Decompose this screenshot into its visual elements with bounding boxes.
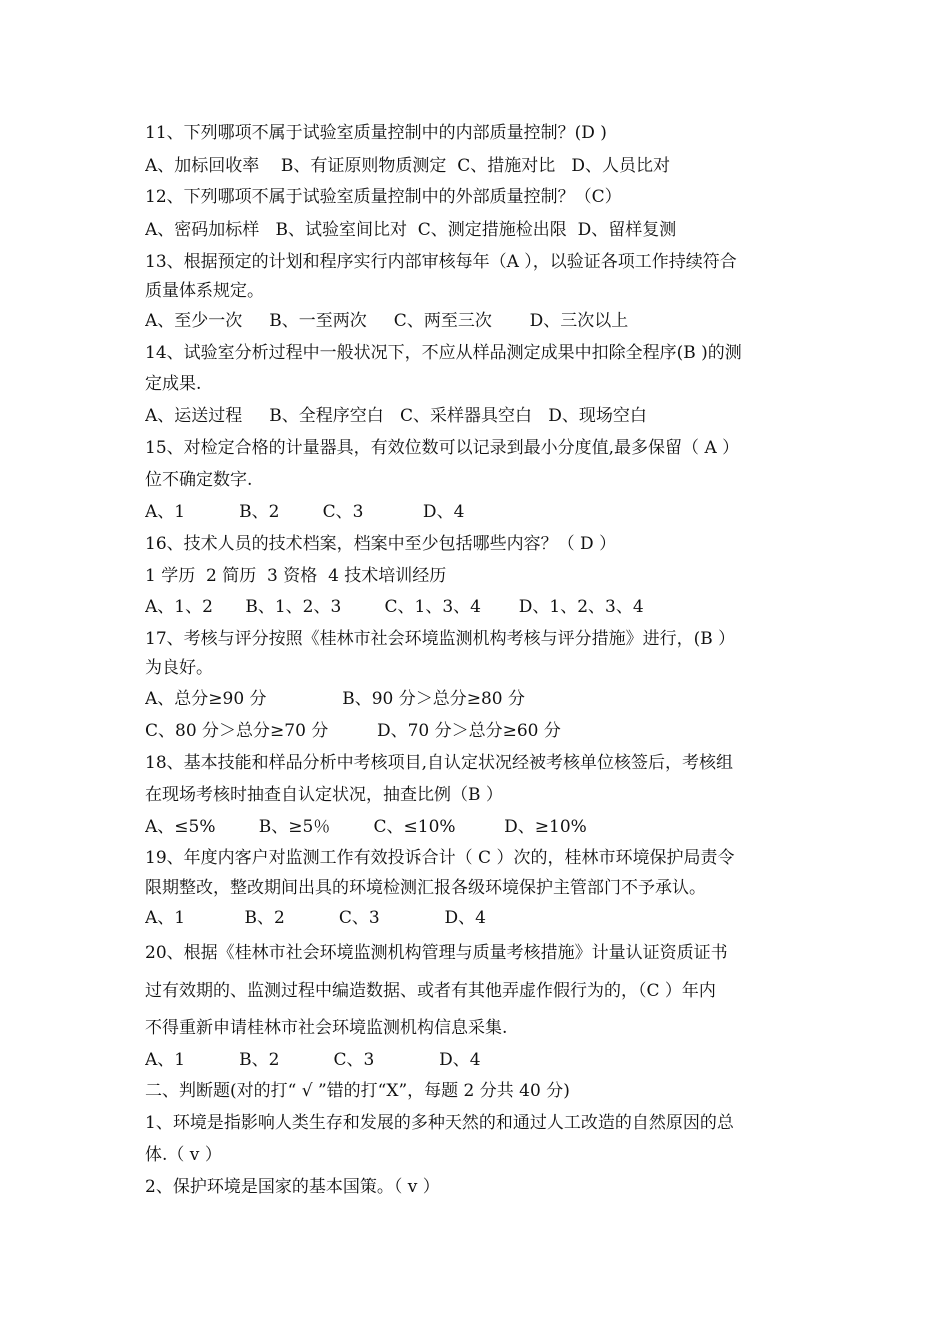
text-line: A、至少一次 B、一至两次 C、两至三次 D、三次以上 [145, 311, 629, 331]
text-line: A、加标回收率 B、有证原则物质测定 C、措施对比 D、人员比对 [145, 156, 671, 176]
text-line: 限期整改，整改期间出具的环境检测汇报各级环境保护主管部门不予承认。 [145, 878, 706, 898]
text-line: 16、技术人员的技术档案，档案中至少包括哪些内容？（ D ） [145, 534, 617, 554]
text-line: 11、下列哪项不属于试验室质量控制中的内部质量控制？(D ) [145, 123, 607, 143]
text-line: 定成果. [145, 374, 202, 394]
text-line: 15、对检定合格的计量器具，有效位数可以记录到最小分度值,最多保留（ A ） [145, 438, 740, 458]
text-line: 不得重新申请桂林市社会环境监测机构信息采集. [145, 1018, 508, 1038]
text-line: A、1 B、2 C、3 D、4 [145, 502, 465, 522]
text-line: 20、根据《桂林市社会环境监测机构管理与质量考核措施》计量认证资质证书 [145, 943, 728, 963]
text-line: A、运送过程 B、全程序空白 C、采样器具空白 D、现场空白 [145, 406, 647, 426]
text-line: A、1 B、2 C、3 D、4 [145, 908, 486, 928]
text-line: 1、环境是指影响人类生存和发展的多种天然的和通过人工改造的自然原因的总 [145, 1113, 734, 1133]
text-line: 12、下列哪项不属于试验室质量控制中的外部质量控制？（C） [145, 187, 622, 207]
text-line: A、总分≥90 分 B、90 分＞总分≥80 分 [145, 689, 526, 709]
text-line: 18、基本技能和样品分析中考核项目,自认定状况经被考核单位核签后，考核组 [145, 753, 734, 773]
text-line: A、密码加标样 B、试验室间比对 C、测定措施检出限 D、留样复测 [145, 220, 677, 240]
text-line: A、≤5% B、≥5％ C、≤10% D、≥10% [145, 817, 587, 837]
text-line: 为良好。 [145, 658, 213, 678]
text-line: 17、考核与评分按照《桂林市社会环境监测机构考核与评分措施》进行，(B ） [145, 629, 736, 649]
text-line: 二、判断题(对的打“ √ ”错的打“X”，每题 2 分共 40 分) [145, 1081, 570, 1101]
text-line: 在现场考核时抽查自认定状况，抽查比例（B ） [145, 785, 503, 805]
text-line: 2、保护环境是国家的基本国策。（ v ） [145, 1177, 440, 1197]
text-line: 13、根据预定的计划和程序实行内部审核每年（A ），以验证各项工作持续符合 [145, 252, 737, 272]
text-line: 过有效期的、监测过程中编造数据、或者有其他弄虚作假行为的，（C ）年内 [145, 981, 716, 1001]
text-line: C、80 分＞总分≥70 分 D、70 分＞总分≥60 分 [145, 721, 561, 741]
text-line: 19、年度内客户对监测工作有效投诉合计（ C ）次的，桂林市环境保护局责令 [145, 848, 735, 868]
text-line: 位不确定数字. [145, 470, 253, 490]
text-line: 14、试验室分析过程中一般状况下，不应从样品测定成果中扣除全程序(B )的测 [145, 343, 742, 363]
text-line: 质量体系规定。 [145, 281, 264, 301]
text-line: A、1 B、2 C、3 D、4 [145, 1050, 481, 1070]
text-line: 体.（ v ） [145, 1145, 222, 1165]
text-line: A、1、2 B、1、2、3 C、1、3、4 D、1、2、3、4 [145, 597, 644, 617]
text-line: 1 学历 2 简历 3 资格 4 技术培训经历 [145, 566, 447, 586]
